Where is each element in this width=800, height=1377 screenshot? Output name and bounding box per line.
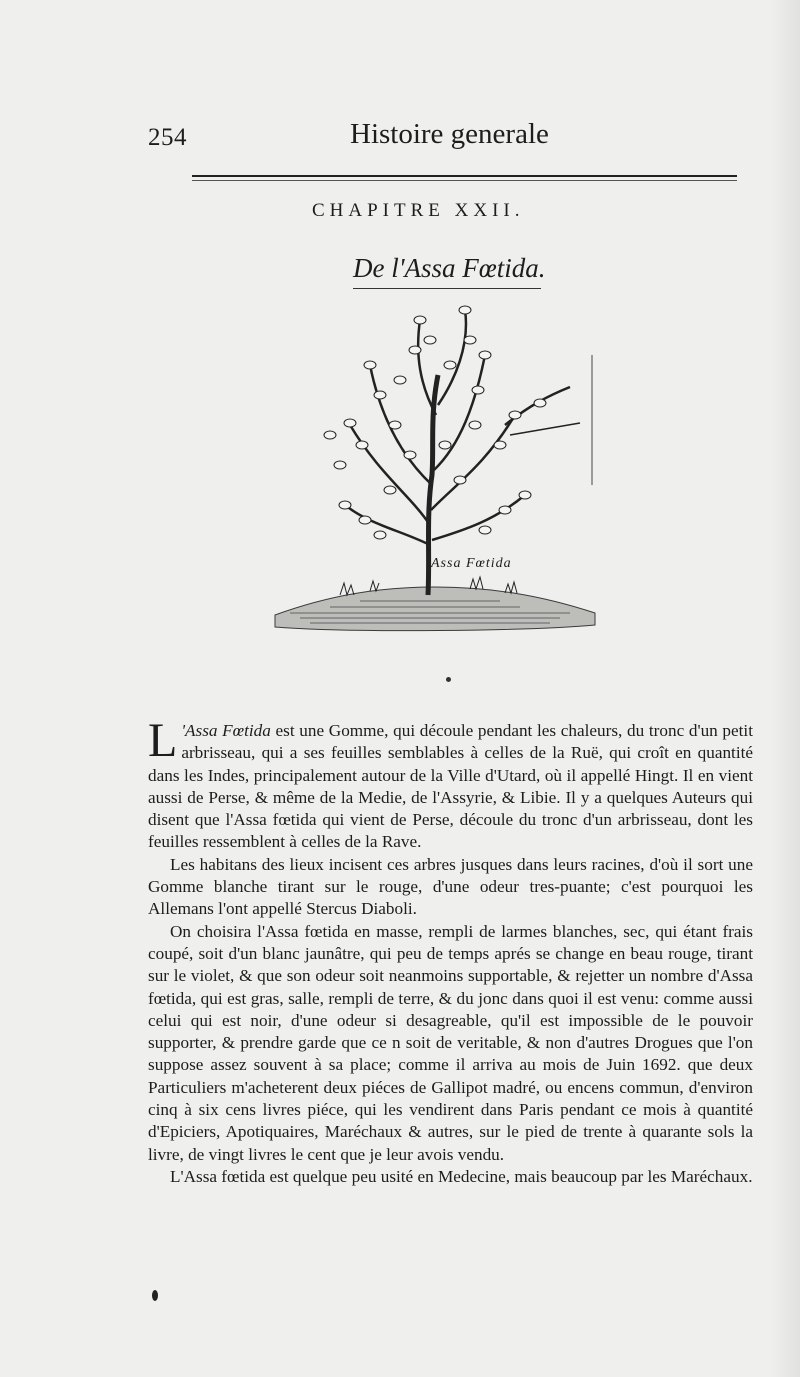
body-text — [148, 714, 753, 1188]
paragraph-1-text: est une Gomme, qui découle pendant les chaleurs, du tronc d'un petit arbrisseau, qui a ses feuilles semblables à celles de la Ruë, qui croît en quantité dans les Indes, principalement autour de la Ville d'Utard, où il appellé Hingt. Il en vient aussi de Perse, & même de la Medie, de l'Assyrie, & Libie. Il y a quelques Auteurs qui disent que l'Assa fœtida qui vient de Perse, découle du tronc d'un arbrisseau, dont les feuilles ressemblent à celles de la Rave. — [148, 721, 753, 852]
header-rule-thin — [192, 180, 737, 181]
paragraph-1 — [148, 714, 753, 854]
chapter-title — [353, 253, 546, 289]
ornament-dot — [446, 677, 451, 682]
header-rule — [192, 175, 737, 177]
paragraph-2: Les habitans des lieux incisent ces arbres jusques dans leurs racines, d'où il sort une Gomme blanche tirant sur le rouge, d'une odeur tres-puante; c'est pourquoi les Allemans l'ont appellé Stercus Diaboli. — [148, 854, 753, 919]
paragraph-1-lead: 'Assa Fœtida — [181, 721, 271, 740]
ink-blot — [152, 1290, 158, 1301]
tree-engraving-icon — [270, 295, 600, 640]
drop-cap: L — [148, 714, 178, 767]
chapter-title-underline — [353, 288, 541, 289]
running-title: Histoire generale — [350, 118, 549, 150]
page-number: 254 — [148, 124, 187, 151]
page-edge-shadow — [770, 0, 800, 1377]
chapter-title-text: De l'Assa Fœtida. — [353, 253, 546, 283]
chapter-number: CHAPITRE XXII. — [312, 200, 525, 221]
paragraph-3: On choisira l'Assa fœtida en masse, rempli de larmes blanches, sec, qui étant frais coupé, soit d'un blanc jaunâtre, qui peu de temps aprés se change en beau rouge, tirant sur le violet, & que son odeur soit neanmoins supportable, & rejetter un nombre d'Assa fœtida, qui est gras, salle, rempli de terre, & du jonc dans quoi il est venu: comme aussi celui qui est noir, d'une odeur si desagreable, qu'il est impossible de le pouvoir supporter, & prendre garde que ce n soit de veritable, & non d'autres Drogues que l'on suppose assez souvent à sa place; comme il arriva au mois de Juin 1692. que deux Particuliers m'acheterent deux piéces de Gallipot madré, ou encens commun, d'environ cinq à six cens livres piéce, qui les vendirent dans Paris pendant ce mois à quantité d'Epiciers, Apotiquaires, Maréchaux & autres, sur le pied de trente à quarante sols la livre, de vingt livres le cent que je leur avois vendu. — [148, 921, 753, 1164]
plate-caption: Assa Fœtida — [431, 556, 512, 571]
paragraph-4: L'Assa fœtida est quelque peu usité en Medecine, mais beaucoup par les Maréchaux. — [170, 1166, 753, 1186]
